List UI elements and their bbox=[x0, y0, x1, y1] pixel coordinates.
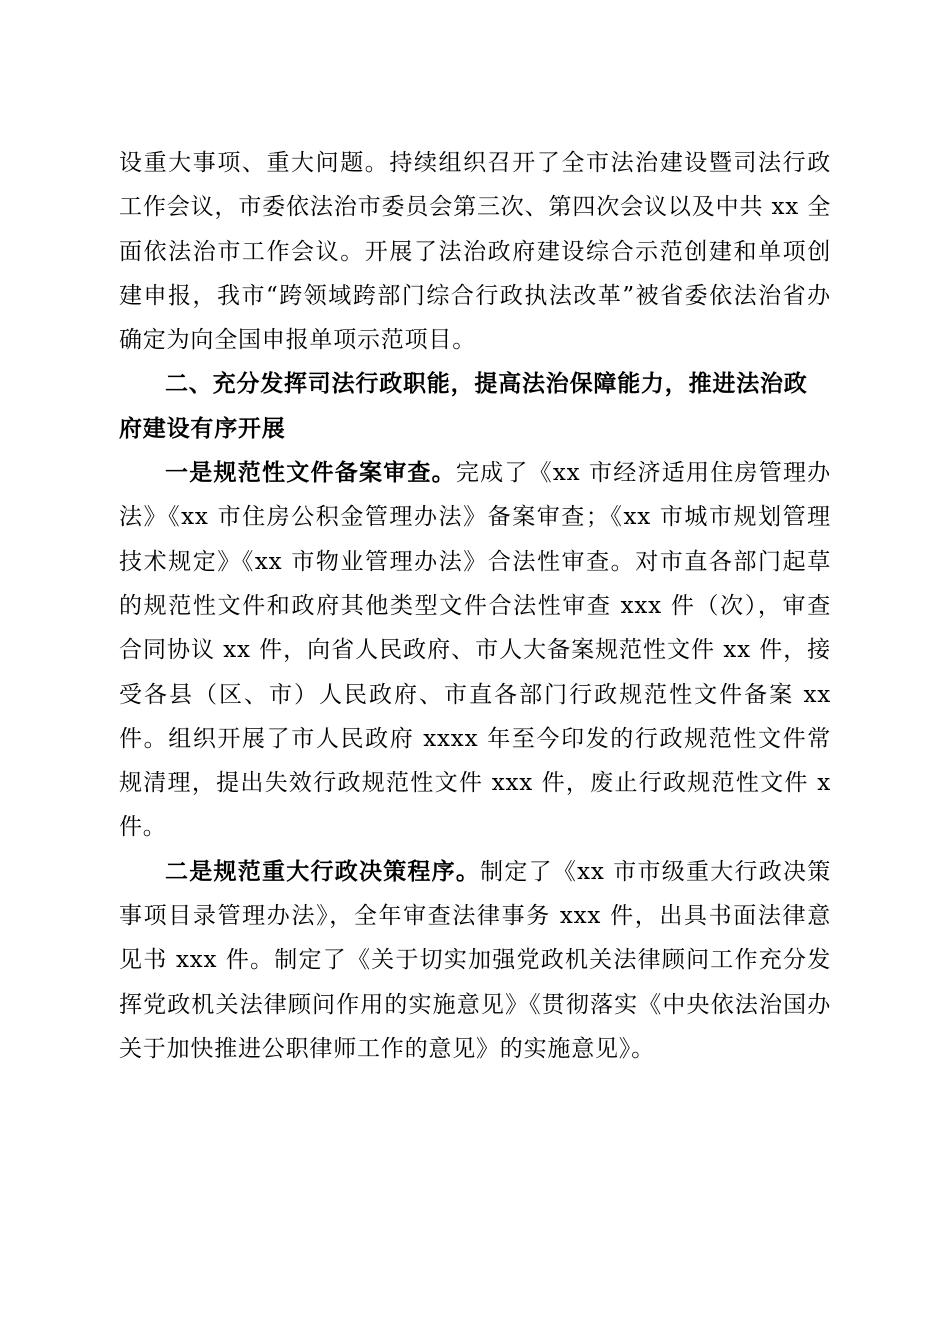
paragraph-body: 完成了《xx 市经济适用住房管理办法》《xx 市住房公积金管理办法》备案审查；《xx 市城市规划管理技术规定》《xx 市物业管理办法》合法性审查。对市直各部门起草的规范性文件和政府其他类型文件合法性审查 xxx 件（次），审查合同协议 xx 件，向省人民政府、市人大备案规范性文件 xx 件，接受各县（区、市）人民政府、市直各部门行政规范性文件备案 xx 件。组织开展了市人民政府 xxxx 年至今印发的行政规范性文件常规清理，提出失效行政规范性文件 xxx 件，废止行政规范性文件 x 件。 bbox=[119, 460, 831, 841]
paragraph-lead: 一是规范性文件备案审查。 bbox=[165, 459, 456, 487]
paragraph-intro: 设重大事项、重大问题。持续组织召开了全市法治建设暨司法行政工作会议，市委依法治市委员会第三次、第四次会议以及中共 xx 全面依法治市工作会议。开展了法治政府建设综合示范创建和单项创建申报，我市“跨领域跨部门综合行政执法改革”被省委依法治省办确定为向全国申报单项示范项目。 bbox=[119, 150, 831, 354]
section-heading-2: 二、充分发挥司法行政职能，提高法治保障能力，推进法治政府建设有序开展 bbox=[119, 371, 808, 442]
paragraph-body: 制定了《xx 市市级重大行政决策事项目录管理办法》，全年审查法律事务 xxx 件，出具书面法律意见书 xxx 件。制定了《关于切实加强党政机关法律顾问工作充分发挥党政机关法律顾问作用的实施意见》《贯彻落实《中央依法治国办关于加快推进公职律师工作的意见》的实施意见》。 bbox=[119, 858, 831, 1062]
document-body bbox=[119, 141, 831, 1071]
paragraph-decision-procedure bbox=[119, 850, 831, 1071]
paragraph-lead: 二是规范重大行政决策程序。 bbox=[165, 857, 481, 885]
paragraph-filing-review bbox=[119, 451, 831, 850]
